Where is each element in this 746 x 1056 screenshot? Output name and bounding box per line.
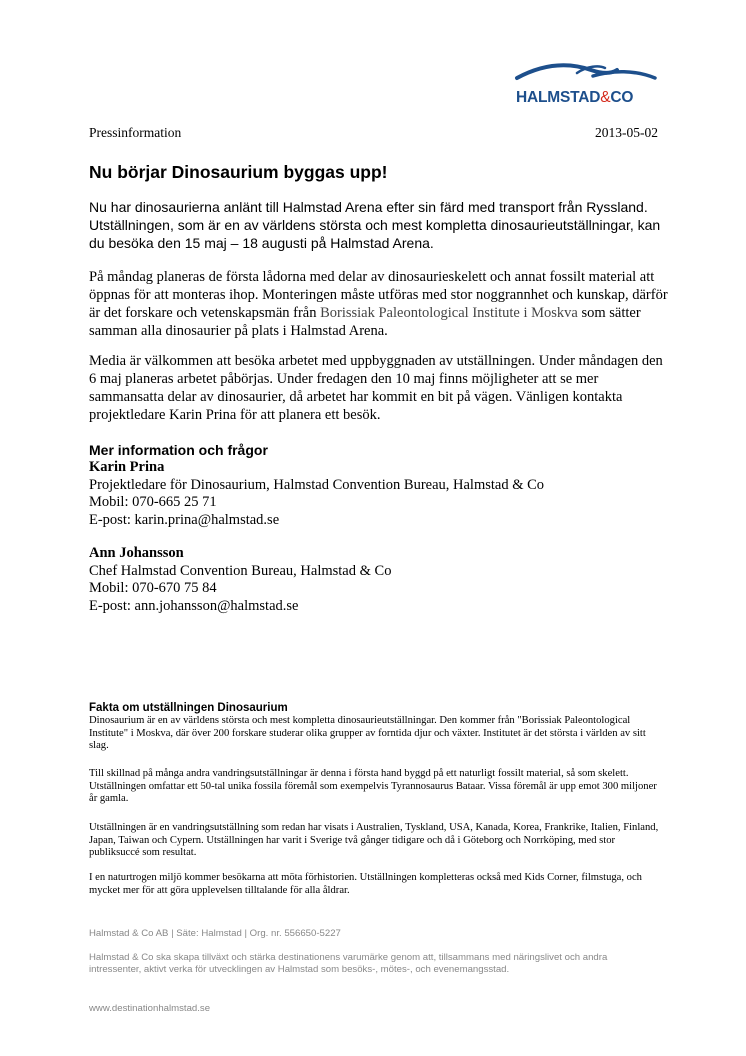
facts-heading: Fakta om utställningen Dinosaurium (89, 702, 288, 714)
contact-karin-prina (89, 459, 544, 529)
press-label: Pressinformation (89, 125, 182, 140)
halmstad-co-logo (513, 56, 659, 108)
paragraph-text: som sätter samman alla dinosaurier på plats i Halmstad Arena. (89, 305, 641, 339)
footer-mission: Halmstad & Co ska skapa tillväxt och stärka destinationens varumärke genom att, tillsammans med näringslivet och andra intressenter, aktivt verka för utvecklingen av Halmstad som besöks-, mötes-, och evenemangsstad. (89, 952, 608, 975)
institute-name: Borissiak Paleontological Institute i Moskva (320, 305, 578, 321)
lead-paragraph: Nu har dinosaurierna anlänt till Halmstad Arena efter sin färd med transport från Ryssland. Utställningen, som är en av världens största och mest kompletta dinosaurieutställningar, kan du besöka den 15 maj – 18 augusti på Halmstad Arena. (89, 199, 661, 251)
contact-phone: Mobil: 070-670 75 84 (89, 580, 217, 596)
contact-name: Ann Johansson (89, 545, 184, 561)
fact-paragraph: I en naturtrogen miljö kommer besökarna att möta förhistorien. Utställningen kompletteras också med Kids Corner, filmstuga, och mycket mer för att göra upplevelsen tilltalande för alla åldrar. (89, 872, 642, 896)
logo-ampersand: & (600, 89, 611, 106)
contact-email: E-post: karin.prina@halmstad.se (89, 511, 280, 528)
logo-text-main: HALMSTAD (516, 89, 601, 106)
contact-role: Chef Halmstad Convention Bureau, Halmstad & Co (89, 562, 392, 579)
logo-text-co: CO (610, 89, 634, 106)
contact-email: E-post: ann.johansson@halmstad.se (89, 597, 299, 614)
fact-paragraph: Till skillnad på många andra vandringsutställningar är denna i första hand byggd på ett naturligt fossilt material, så som skelett. Utställningen omfattar ett 50-tal unika fossila föremål som exempelvis Tyrannosaurus Bataar. Vissa föremål är upp emot 300 miljoner år gamla. (89, 768, 657, 805)
body-paragraph-media: Media är välkommen att besöka arbetet med uppbyggnaden av utställningen. Under måndagen den 6 maj planeras arbetet påbörjas. Under fredagen den 10 maj finns möjligheter att se mer sammansatta delar av dinosaurier, då arbetet har kommit en bit på vägen. Vänligen kontakta projektledare Karin Prina för att planera ett besök. (89, 353, 663, 423)
contacts-heading: Mer information och frågor (89, 442, 268, 458)
page-title: Nu börjar Dinosaurium byggas upp! (89, 162, 388, 182)
contact-ann-johansson (89, 545, 391, 615)
contact-phone: Mobil: 070-665 25 71 (89, 494, 217, 510)
paragraph-text: På måndag planeras de första lådorna med delar av dinosaurieskelett och annat fossilt material att öppnas för att monteras ihop. Monteringen måste utföras med stor noggrannhet och kunskap, därför är det forskare och vetenskapsmän från (89, 269, 668, 321)
wave-logo-icon (513, 56, 659, 88)
press-date: 2013-05-02 (595, 125, 658, 140)
fact-paragraph: Dinosaurium är en av världens största och mest kompletta dinosaurieutställningar. Den kommer från "Borissiak Paleontological Institute" i Moskva, där över 200 forskare studerar olika grupper av forntida djur och växter. Institutet är det största i världen av sitt slag. (89, 715, 646, 752)
contact-role: Projektledare för Dinosaurium, Halmstad Convention Bureau, Halmstad & Co (89, 476, 545, 493)
logo-wordmark (516, 89, 633, 107)
contact-name: Karin Prina (89, 459, 165, 475)
footer-company-info: Halmstad & Co AB | Säte: Halmstad | Org. nr. 556650-5227 (89, 928, 341, 939)
body-paragraph-assembly (89, 268, 669, 340)
fact-paragraph: Utställningen är en vandringsutställning som redan har visats i Australien, Tyskland, USA, Kanada, Korea, Frankrike, Italien, Finland, Japan, Taiwan och Cypern. Utställningen har varit i Sverige två gånger tidigare och då i Göteborg och Norrköping, med stor publiksuccé som resultat. (89, 822, 659, 859)
footer-website: www.destinationhalmstad.se (89, 1003, 211, 1014)
